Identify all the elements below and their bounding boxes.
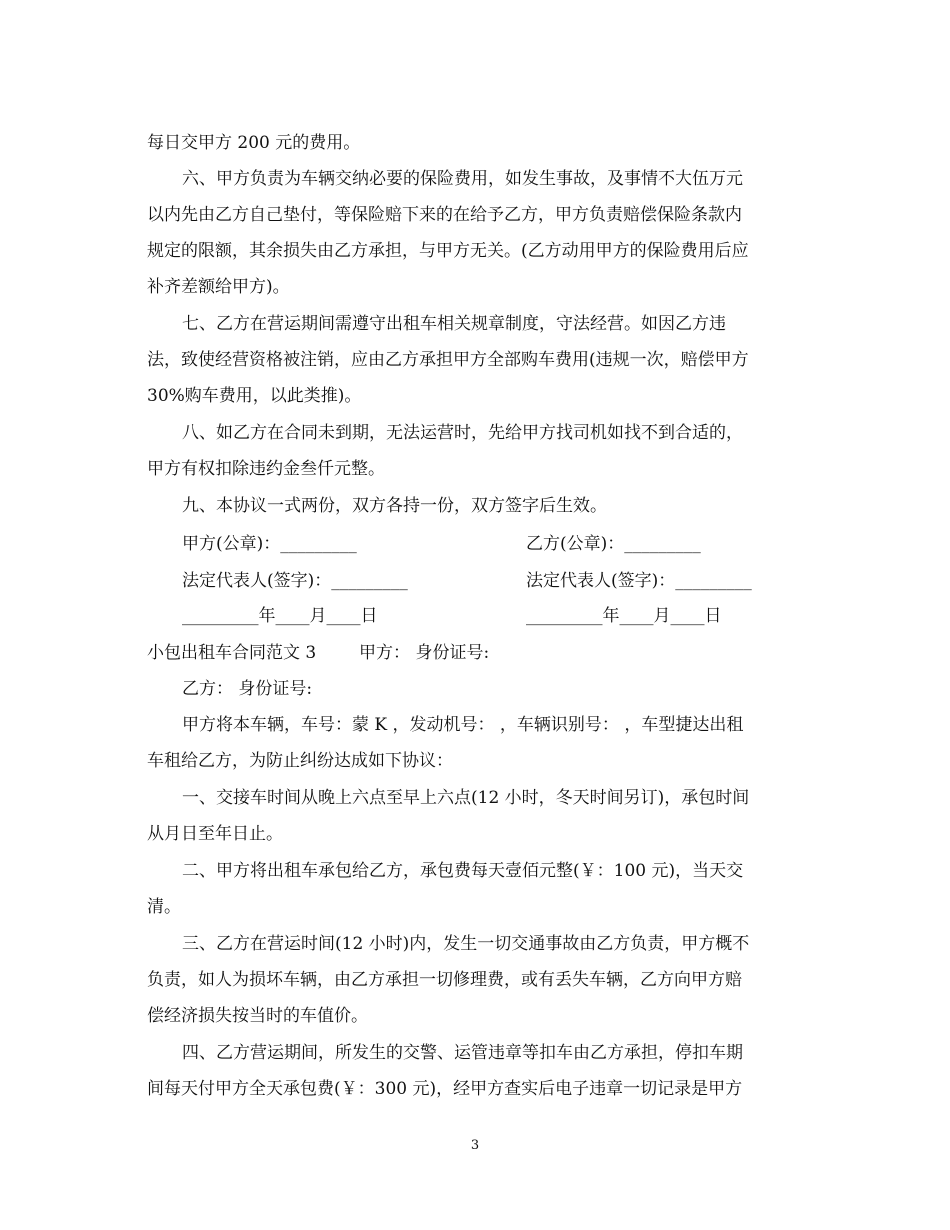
body-line: 法，致使经营资格被注销，应由乙方承担甲方全部购车费用(违规一次，赔偿甲方 [147, 350, 749, 370]
body-line: 补齐差额给甲方)。 [147, 277, 290, 297]
contract-heading [147, 642, 489, 664]
body-line: 八、如乙方在合同未到期，无法运营时，先给甲方找司机如找不到合适的， [182, 423, 743, 443]
body-line: 以内先由乙方自己垫付，等保险赔下来的在给予乙方，甲方负责赔偿保险条款内 [147, 205, 742, 225]
body-line: 四、乙方营运期间，所发生的交警、运管违章等扣车由乙方承担，停扣车期 [182, 1043, 743, 1063]
body-line: 三、乙方在营运时间(12 小时)内，发生一切交通事故由乙方负责，甲方概不 [182, 934, 750, 954]
body-line: 车租给乙方，为防止纠纷达成如下协议： [147, 751, 453, 771]
body-line: 间每天付甲方全天承包费(￥：300 元)，经甲方查实后电子违章一切记录是甲方 [147, 1079, 743, 1099]
body-line: 从月日至年日止。 [147, 824, 283, 844]
body-line: 七、乙方在营运期间需遵守出租车相关规章制度，守法经营。如因乙方违 [182, 314, 726, 334]
body-line: 规定的限额，其余损失由乙方承担，与甲方无关。(乙方动用甲方的保险费用后应 [147, 241, 749, 261]
party-b-id: 乙方： 身份证号: [182, 679, 313, 699]
body-line: 二、甲方将出租车承包给乙方，承包费每天壹佰元整(￥：100 元)，当天交 [182, 861, 744, 881]
body-line: 九、本协议一式两份，双方各持一份，双方签字后生效。 [182, 496, 607, 516]
party-a-id: 甲方： 身份证号: [359, 643, 490, 663]
signature-date-a: _________年____月____日 [182, 606, 378, 626]
body-line: 六、甲方负责为车辆交纳必要的保险费用，如发生事故，及事情不大伍万元 [182, 169, 743, 189]
body-line: 甲方将本车辆，车号：蒙 K ，发动机号： ，车辆识别号： ，车型捷达出租 [182, 715, 744, 735]
body-line: 每日交甲方 200 元的费用。 [147, 133, 361, 153]
page-number: 3 [470, 1138, 480, 1153]
body-line: 甲方有权扣除违约金叁仟元整。 [147, 459, 385, 479]
contract-title: 小包出租车合同范文 3 [147, 643, 317, 663]
signature-rep-b: 法定代表人(签字)：_________ [526, 571, 752, 591]
signature-party-b: 乙方(公章)：_________ [526, 534, 701, 554]
body-line: 偿经济损失按当时的车值价。 [147, 1006, 368, 1026]
signature-rep-a: 法定代表人(签字)：_________ [182, 571, 408, 591]
body-line: 一、交接车时间从晚上六点至早上六点(12 小时，冬天时间另订)，承包时间 [182, 788, 750, 808]
body-line: 30%购车费用，以此类推)。 [147, 386, 362, 406]
signature-party-a: 甲方(公章)：_________ [182, 534, 357, 554]
signature-date-b: _________年____月____日 [526, 606, 722, 626]
body-line: 负责，如人为损坏车辆，由乙方承担一切修理费，或有丢失车辆，乙方向甲方赔 [147, 970, 742, 990]
body-line: 清。 [147, 897, 181, 917]
